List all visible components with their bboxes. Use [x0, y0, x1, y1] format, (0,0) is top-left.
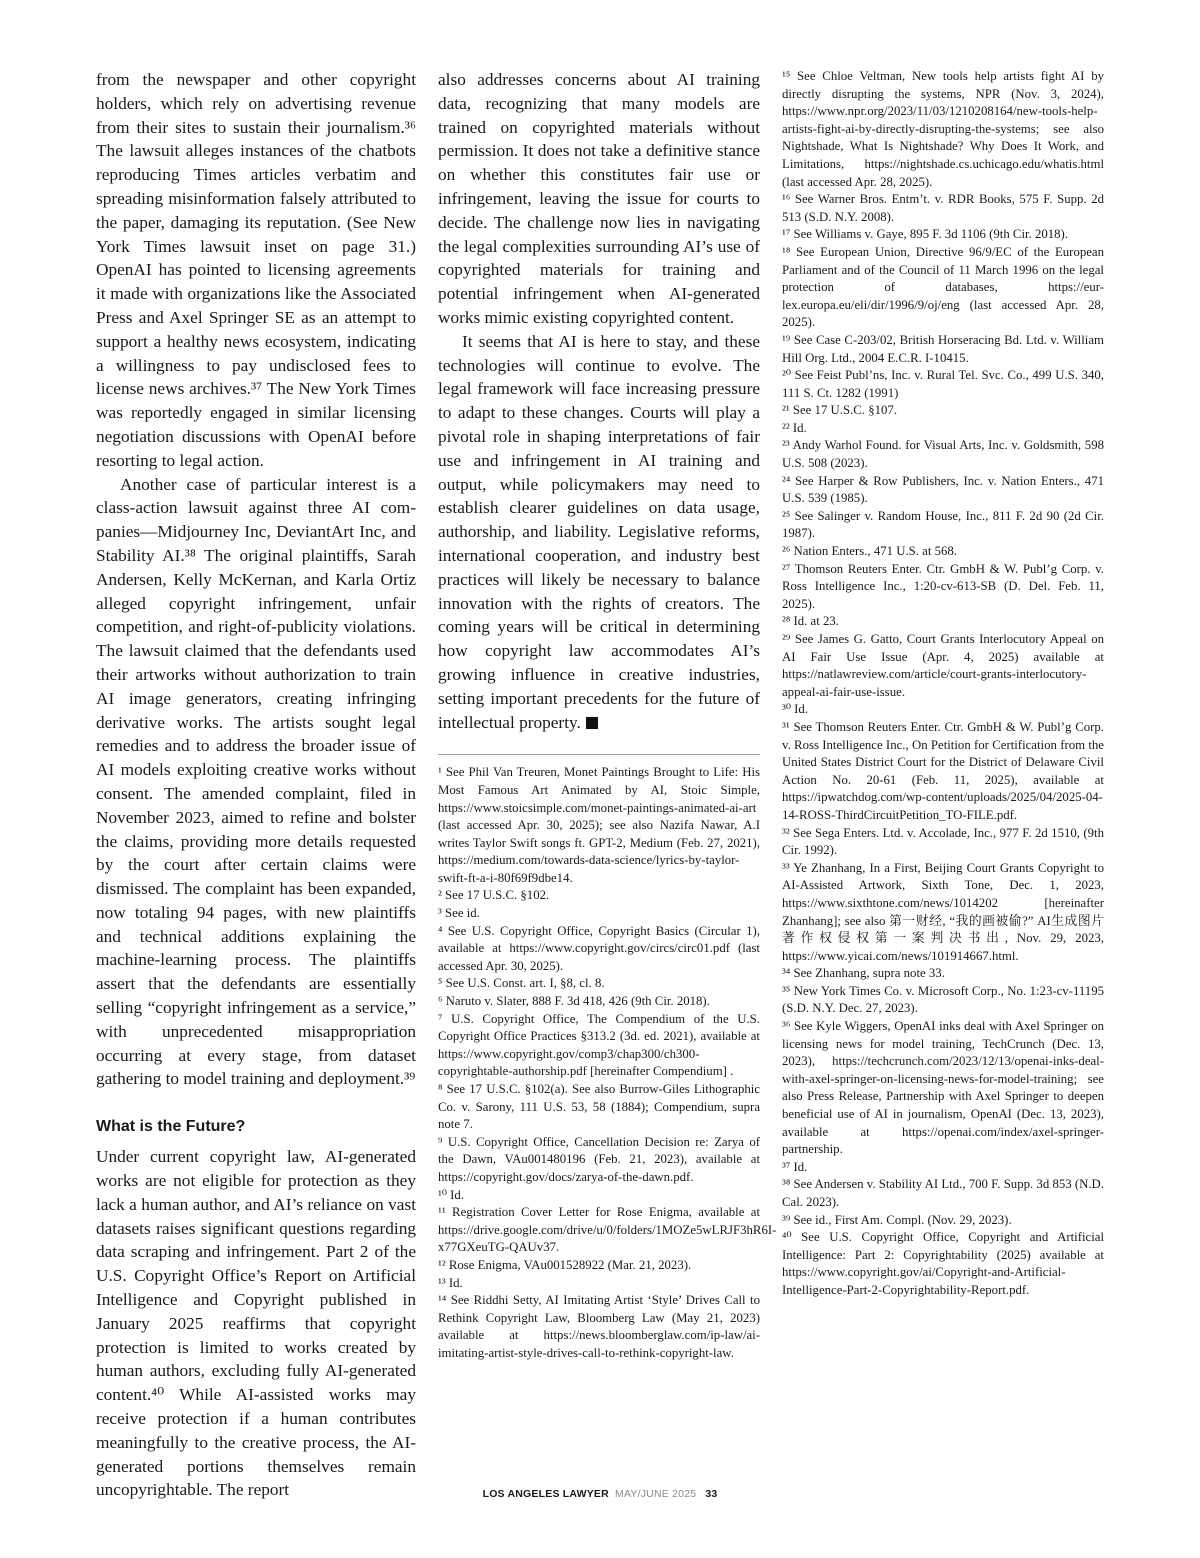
- page-number: 33: [705, 1488, 718, 1500]
- footnote: ³⁰ Id.: [782, 702, 809, 717]
- footnote: ²⁰ See Feist Publ’ns, Inc. v. Rural Tel. Svc. Co., 499 U.S. 340, 111 S. Ct. 1282 (1991): [782, 368, 1104, 400]
- footnote: ⁷ U.S. Copyright Office, The Compendium of the U.S. Copyright Office Practices §313.2 (3d. ed. 2021), available at https://www.copyright.gov/comp3/chap300/ch300-copyrightable-authorship.pdf [hereinafter Compendium] .: [438, 1011, 760, 1079]
- footnote: ¹¹ Registration Cover Letter for Rose Enigma, available at https://drive.google.com/drive/u/0/folders/1MOZe5wLRJF3hR6I-x77GXeuTG-QAUv37.: [438, 1205, 777, 1255]
- footnote: ³ See id.: [438, 906, 480, 921]
- footnote: ⁶ Naruto v. Slater, 888 F. 3d 418, 426 (9th Cir. 2018).: [438, 994, 710, 1009]
- footnote: ¹⁶ See Warner Bros. Entm’t. v. RDR Books, 575 F. Supp. 2d 513 (S.D. N.Y. 2008).: [782, 192, 1104, 224]
- footnote: ²⁸ Id. at 23.: [782, 614, 839, 629]
- footnote: ⁸ See 17 U.S.C. §102(a). See also Burrow-Giles Lithographic Co. v. Sarony, 111 U.S. 53, 58 (1884); Compendium, supra note 7.: [438, 1082, 760, 1132]
- middle-column: [438, 68, 777, 1363]
- closing-paragraph-text: It seems that AI is here to stay, and these technologies will continue to evolve. The legal framework will face increasing pressure to adapt to these changes. Courts will play a pivotal role in shaping interpretations of fair use and infringement in AI training and output, while policymakers may need to establish clearer guidelines on data usage, authorship, and liability. Legislative reforms, international cooperation, and industry best practices will likely be necessary to balance innovation with the rights of creators. The coming years will be critical in determining how copyright law accommodates AI’s growing influence in creative industries, setting important precedents for the future of intellectual property.: [438, 331, 760, 732]
- footnote: ²³ Andy Warhol Found. for Visual Arts, Inc. v. Goldsmith, 598 U.S. 508 (2023).: [782, 438, 1104, 471]
- footnote: ⁴ See U.S. Copyright Office, Copyright Basics (Circular 1), available at https://www.copyright.gov/circs/circ01.pdf (last accessed Apr. 30, 2025).: [438, 923, 760, 973]
- end-of-article-mark: [586, 717, 598, 729]
- footnote: ³⁶ See Kyle Wiggers, OpenAI inks deal with Axel Springer on licensing news for model training, TechCrunch (Dec. 13, 2023), https://techcrunch.com/2023/12/13/openai-inks-deal-with-axel-springer-on-licensing-news-for-model-training; see also Press Release, Partnership with Axel Springer to deepen beneficial use of AI in journalism, OpenAI (Dec. 13, 2023), available at https://openai.com/index/axel-springer-partnership.: [782, 1019, 1104, 1157]
- footnote: ¹⁷ See Williams v. Gaye, 895 F. 3d 1106 (9th Cir. 2018).: [782, 227, 1069, 242]
- left-column: [96, 68, 416, 1502]
- footnote: ³⁸ See Andersen v. Stability AI Ltd., 700 F. Supp. 3d 853 (N.D. Cal. 2023).: [782, 1177, 1104, 1209]
- footnote: ³⁴ See Zhanhang, supra note 33.: [782, 966, 945, 981]
- right-column: [782, 68, 1104, 1300]
- footnote: ¹³ Id.: [438, 1275, 463, 1290]
- footnote: ²² Id.: [782, 420, 807, 435]
- footnote: ²⁶ Nation Enters., 471 U.S. at 568.: [782, 544, 957, 559]
- page-footer: [0, 1488, 1200, 1500]
- body-paragraph: also addresses concerns about AI training data, recognizing that many models are trained on copyrighted materials without permission. It does not take a definitive stance on whether this constitutes fair use or infringement, leaving the issue for courts to decide. The challenge now lies in navigating the legal complexities surrounding AI’s use of copyrighted materials for training and potential infringement when AI-generated works mimic existing copyrighted content.: [438, 70, 760, 327]
- footnote: ¹⁴ See Riddhi Setty, AI Imitating Artist ‘Style’ Drives Call to Rethink Copyright Law, Bloomberg Law (May 21, 2023) available at https://news.bloomberglaw.com/ip-law/ai-imitating-artist-style-drives-call-to-rethink-copyright-law.: [438, 1293, 760, 1360]
- footnote: ³³ Ye Zhanhang, In a First, Beijing Court Grants Copyright to AI-Assisted Artwork, Sixth Tone, Dec. 1, 2023, https://www.sixthtone.com/news/1014202 [hereinafter Zhanhang]; see also 第一财经, “我的画被偷?” AI生成图片著作权侵权第一案判决书出, Nov. 29, 2023, https://www.yicai.com/news/101914667.html.: [782, 860, 1104, 963]
- footnote: ²⁷ Thomson Reuters Enter. Ctr. GmbH & W. Publ’g Corp. v. Ross Intelligence Inc., 1:20-cv-613-SB (D. Del. Feb. 11, 2025).: [782, 561, 1104, 611]
- publication-name: LOS ANGELES LAWYER: [482, 1488, 609, 1500]
- body-paragraph: Another case of particular interest is a class-action lawsuit against three AI companies—Midjourney Inc, DeviantArt Inc, and Stability AI.³⁸ The original plaintiffs, Sarah Andersen, Kelly McKernan, and Karla Ortiz alleged copyright infringement, unfair competition, and right-of-publicity violations. The lawsuit claimed that the defendants used their artworks without authorization to train AI image generators, creating infringing derivative works. The artists sought legal remedies and to address the broader issue of AI models exploiting creative works without consent. The amended complaint, filed in November 2023, aimed to refine and bolster the claims, providing more details requested by the court after certain claims were dismissed. The complaint has been expanded, now totaling 94 pages, with new plaintiffs and technical additions explaining the machine-learning process. The plaintiffs assert that the defendants are essentially selling “copyright infringement as a service,” with unprecedented misappropriation occurring at every stage, from dataset gathering to model training and deployment.³⁹: [96, 474, 416, 1089]
- footnote: ³² See Sega Enters. Ltd. v. Accolade, Inc., 977 F. 2d 1510, (9th Cir. 1992).: [782, 825, 1104, 858]
- footnotes-list: [782, 68, 1104, 1300]
- body-paragraph: from the newspaper and other copyright holders, which rely on advertising revenue from their sites to sustain their journalism.³⁶ The lawsuit alleges instances of the chatbots reproducing Times articles verbatim and spreading misinformation falsely attributed to the paper, damaging its reputation. (See New York Times lawsuit inset on page 31.) OpenAI has pointed to licensing agreements it made with organizations like the Associated Press and Axel Springer SE as an attempt to support a healthy news ecosystem, indicating a willingness to pay undisclosed fees to license news archives.³⁷ The New York Times was reportedly engaged in similar licensing negotiation discussions with OpenAI before resorting to legal action.: [96, 70, 416, 470]
- footnote: ¹⁰ Id.: [438, 1187, 465, 1202]
- footnote: ¹ See Phil Van Treuren, Monet Paintings Brought to Life: His Most Famous Art Animated by AI, Stoic Simple, https://www.stoicsimple.com/monet-paintings-animated-ai-art (last accessed Apr. 30, 2025); see also Nazifa Nawar, A.I writes Taylor Swift songs ft. GPT-2, Medium (Feb. 27, 2021), https://medium.com/towards-data-science/lyrics-by-taylor-swift-ft-a-i-80f69f9dbe14.: [438, 765, 760, 885]
- footnote: ³⁵ New York Times Co. v. Microsoft Corp., No. 1:23-cv-11195 (S.D. N.Y. Dec. 27, 2023).: [782, 983, 1104, 1016]
- footnote: ¹⁵ See Chloe Veltman, New tools help artists fight AI by directly disrupting the systems, NPR (Nov. 3, 2024), https://www.npr.org/2023/11/03/1210208164/new-tools-help-artists-fight-ai-by-directly-disrupting-the-systems; see also Nightshade, What Is Nightshade? Why Does It Work, and Limitations, https://nightshade.cs.uchicago.edu/whatis.html (last accessed Apr. 28, 2025).: [782, 69, 1104, 189]
- section-heading: What is the Future?: [96, 1118, 246, 1136]
- footnote: ⁹ U.S. Copyright Office, Cancellation Decision re: Zarya of the Dawn, VAu001480196 (Feb. 21, 2023), available at https://copyright.gov/docs/zarya-of-the-dawn.pdf.: [438, 1134, 760, 1184]
- footnote: ⁴⁰ See U.S. Copyright Office, Copyright and Artificial Intelligence: Part 2: Copyrightability (2025) available at https://www.copyright.gov/ai/Copyright-and-Artificial-Intelligence-Part-2-Copyrightability-Report.pdf.: [782, 1230, 1104, 1297]
- body-paragraph: [438, 330, 760, 735]
- footnote: ¹⁹ See Case C-203/02, British Horseracing Bd. Ltd. v. William Hill Org. Ltd., 2004 E.C.R. I-10415.: [782, 332, 1104, 365]
- footnote: ⁵ See U.S. Const. art. I, §8, cl. 8.: [438, 976, 605, 991]
- footnote: ¹² Rose Enigma, VAu001528922 (Mar. 21, 2023).: [438, 1257, 692, 1272]
- footnote: ²⁹ See James G. Gatto, Court Grants Interlocutory Appeal on AI Fair Use Issue (Apr. 4, 2025) available at https://natlawreview.com/article/court-grants-interlocutory-appeal-ai-fair-use-issue.: [782, 632, 1104, 699]
- footnote: ³⁷ Id.: [782, 1159, 808, 1174]
- footnote: ²⁴ See Harper & Row Publishers, Inc. v. Nation Enters., 471 U.S. 539 (1985).: [782, 473, 1104, 506]
- footnote: ² See 17 U.S.C. §102.: [438, 888, 550, 903]
- footnote: ¹⁸ See European Union, Directive 96/9/EC of the European Parliament and of the Council of 11 March 1996 on the legal protection of databases, https://eur-lex.europa.eu/eli/dir/1996/9/oj/eng (last accessed Apr. 28, 2025).: [782, 244, 1104, 330]
- footnotes-list: [438, 764, 777, 1362]
- issue-date: MAY/JUNE 2025: [615, 1488, 697, 1500]
- footnote: ²⁵ See Salinger v. Random House, Inc., 811 F. 2d 90 (2d Cir. 1987).: [782, 508, 1104, 541]
- footnote-divider: [438, 754, 760, 755]
- body-paragraph: Under current copyright law, AI-generated works are not eligible for protection as they lack a human author, and AI’s reliance on vast datasets raises significant questions regarding data scraping and infringement. Part 2 of the U.S. Copyright Office’s Report on Artificial Intelligence and Copyright published in January 2025 reaffirms that copyright protection is limited to works created by human authors, excluding fully AI-generated content.⁴⁰ While AI-assisted works may receive protection if a human contributes meaningfully to the creative process, the AI-generated portions themselves remain uncopyrightable. The report: [96, 1147, 416, 1500]
- footnote: ³⁹ See id., First Am. Compl. (Nov. 29, 2023).: [782, 1212, 1012, 1227]
- footnote: ³¹ See Thomson Reuters Enter. Ctr. GmbH & W. Publ’g Corp. v. Ross Intelligence Inc., On Petition for Certification from the United States District Court for the District of Delaware Civil Action No. 20-61 (Feb. 11, 2025), available at https://ipwatchdog.com/wp-content/uploads/2025/04/2025-04-14-ROSS-ThirdCircuitPetition_TO-FILE.pdf.: [782, 719, 1104, 822]
- footnote: ²¹ See 17 U.S.C. §107.: [782, 403, 898, 418]
